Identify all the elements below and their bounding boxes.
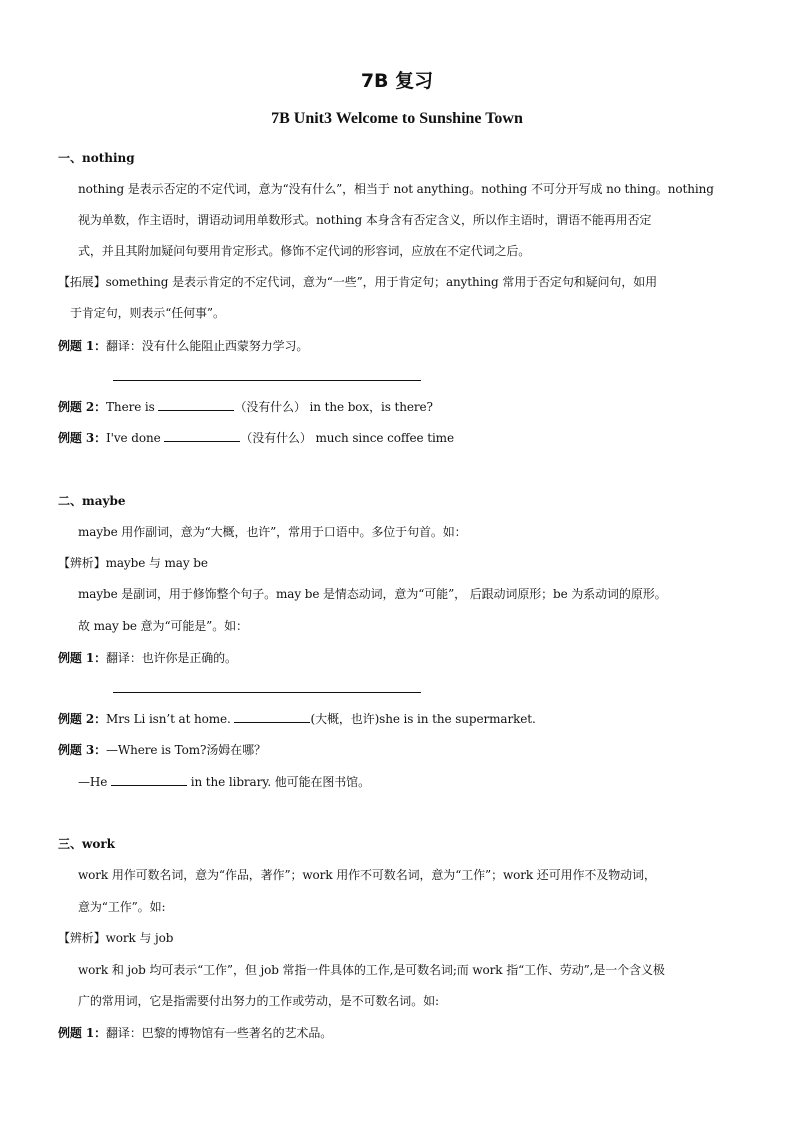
paragraph: 式，并且其附加疑问句要用肯定形式。修饰不定代词的形容词，应放在不定代词之后。 — [78, 244, 531, 258]
example-3 — [58, 429, 454, 446]
paragraph: 视为单数，作主语时，谓语动词用单数形式。nothing 本身含有否定含义，所以作主语时，谓语不能再用否定 — [78, 213, 652, 227]
example-text: (大概，也许)she is in the supermarket. — [310, 712, 536, 726]
example-text: 翻译：也许你是正确的。 — [106, 651, 237, 665]
example-text: 翻译：巴黎的博物馆有一些著名的艺术品。 — [106, 1026, 333, 1040]
paragraph: maybe 用作副词，意为“大概，也许”，常用于口语中。多位于句首。如： — [78, 525, 467, 539]
extension-note: 于肯定句，则表示“任何事”。 — [70, 306, 225, 320]
example-label: 例题 1： — [58, 651, 107, 665]
example-label: 例题 1： — [58, 339, 107, 353]
example-1 — [58, 1024, 332, 1041]
answer-blank[interactable] — [234, 711, 310, 723]
analysis-note: 【辨析】maybe 与 may be — [58, 556, 208, 570]
paragraph: 意为“工作”。如: — [78, 900, 166, 914]
example-label: 例题 2： — [58, 400, 107, 414]
example-text: （没有什么） in the box，is there? — [234, 400, 433, 414]
example-text: Mrs Li isn’t at home. — [106, 712, 231, 726]
paragraph: 故 may be 意为“可能是”。如： — [78, 619, 248, 633]
answer-line[interactable] — [113, 692, 421, 693]
answer-blank[interactable] — [164, 430, 240, 442]
unit-subtitle: 7B Unit3 Welcome to Sunshine Town — [271, 110, 523, 127]
example-label: 例题 1： — [58, 1026, 107, 1040]
section-heading-work: 三、work — [58, 837, 115, 851]
example-text: 翻译：没有什么能阻止西蒙努力学习。 — [106, 339, 309, 353]
analysis-note: 【辨析】work 与 job — [58, 931, 174, 945]
answer-blank[interactable] — [158, 399, 234, 411]
example-text: in the library. 他可能在图书馆。 — [190, 775, 370, 789]
example-text: —Where is Tom?汤姆在哪？ — [106, 743, 266, 757]
example-3 — [58, 741, 266, 758]
example-1 — [58, 337, 308, 354]
answer-line[interactable] — [113, 380, 421, 381]
section-heading-maybe: 二、maybe — [58, 494, 126, 508]
paragraph: 广的常用词，它是指需要付出努力的工作或劳动，是不可数名词。如: — [78, 994, 439, 1008]
example-label: 例题 3： — [58, 743, 107, 757]
answer-blank[interactable] — [111, 774, 187, 786]
example-text: —He — [78, 775, 108, 789]
example-label: 例题 3： — [58, 431, 107, 445]
section-heading-nothing: 一、nothing — [58, 151, 135, 165]
example-3-answer — [78, 773, 370, 790]
example-1 — [58, 649, 237, 666]
example-2 — [58, 398, 433, 415]
example-2 — [58, 710, 536, 727]
extension-note: 【拓展】something 是表示肯定的不定代词，意为“一些”，用于肯定句；anything 常用于否定句和疑问句，如用 — [58, 275, 658, 289]
paragraph: maybe 是副词，用于修饰整个句子。may be 是情态动词，意为“可能”， 后跟动词原形；be 为系动词的原形。 — [78, 587, 667, 601]
example-label: 例题 2： — [58, 712, 107, 726]
paragraph: nothing 是表示否定的不定代词，意为“没有什么”，相当于 not anything。nothing 不可分开写成 no thing。nothing — [78, 182, 714, 196]
example-text: （没有什么） much since coffee time — [240, 431, 454, 445]
page-title: 7B 复习 — [360, 70, 434, 92]
example-text: There is — [106, 400, 155, 414]
paragraph: work 用作可数名词，意为“作品，著作”；work 用作不可数名词，意为“工作”；work 还可用作不及物动词， — [78, 868, 656, 882]
example-text: I've done — [106, 431, 161, 445]
paragraph: work 和 job 均可表示“工作”，但 job 常指一件具体的工作,是可数名词;而 work 指“工作、劳动”,是一个含义极 — [78, 963, 665, 977]
